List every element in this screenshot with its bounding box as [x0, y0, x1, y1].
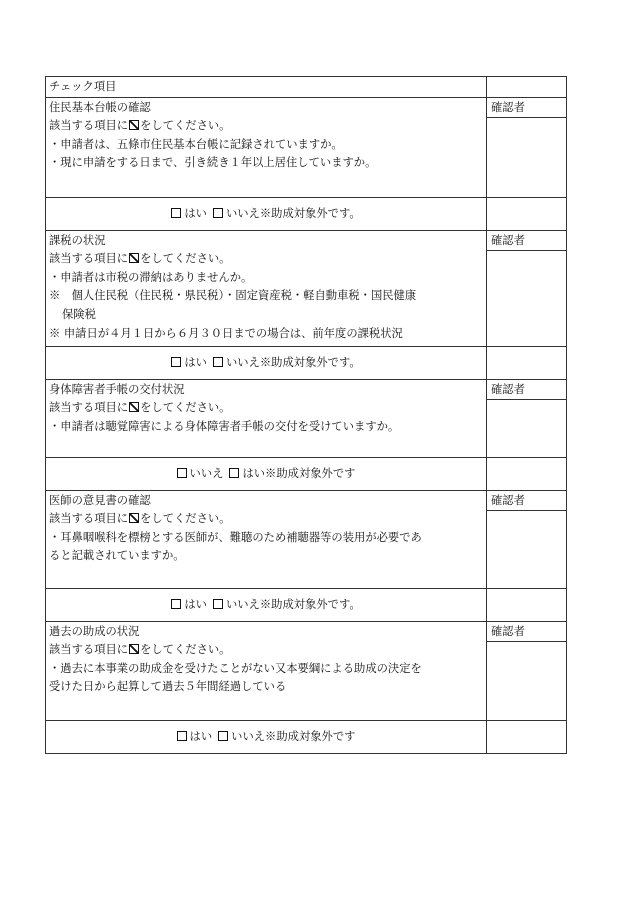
option-label: はい [189, 729, 213, 743]
instruction-post: をしてください。 [140, 252, 231, 266]
option-label: はい [184, 597, 207, 611]
section-instruction [49, 641, 483, 660]
checklist-table [45, 76, 567, 754]
confirm-cell [487, 230, 567, 346]
section-title: 医師の意見書の確認 [49, 493, 151, 507]
answer-options [46, 588, 487, 621]
section-title: 過去の助成の状況 [49, 624, 140, 638]
instruction-post: をしてください。 [140, 119, 231, 133]
section-line: ると記載されていますか。 [49, 549, 185, 563]
option-checkbox[interactable] [213, 599, 223, 609]
header-title: チェック項目 [46, 77, 487, 98]
option-checkbox[interactable] [171, 599, 181, 609]
instruction-post: をしてください。 [140, 512, 231, 526]
answer-confirm-cell [487, 588, 567, 621]
option-label: いいえ※助成対象外です。 [225, 355, 361, 369]
instruction-pre: 該当する項目に [49, 401, 129, 415]
confirm-label: 確認者 [487, 380, 566, 400]
answer-row [46, 588, 567, 621]
option-label: いいえ※助成対象外です。 [225, 597, 361, 611]
section-line: ・現に申請をする日まで、引き続き１年以上居住していますか。 [49, 156, 377, 170]
section-instruction [49, 399, 483, 418]
option-checkbox[interactable] [218, 731, 228, 741]
section-row [46, 490, 567, 588]
section-row [46, 230, 567, 346]
confirm-cell [487, 379, 567, 457]
confirm-cell [487, 490, 567, 588]
section-title: 身体障害者手帳の交付状況 [49, 382, 185, 396]
option-label: いいえ※助成対象外です [231, 729, 356, 743]
section-line: ・耳鼻咽喉科を標榜とする医師が、難聴のため補聴器等の装用が必要であ [49, 530, 422, 544]
answer-confirm-cell [487, 197, 567, 230]
confirm-label: 確認者 [487, 98, 566, 118]
option-label: はい [184, 355, 207, 369]
checked-box-icon [129, 644, 139, 654]
section-content [46, 379, 487, 457]
answer-row [46, 457, 567, 490]
section-line: ・申請者は、五條市住民基本台帳に記録されていますか。 [49, 137, 343, 151]
confirm-label: 確認者 [487, 231, 566, 251]
instruction-pre: 該当する項目に [49, 643, 129, 657]
answer-options [46, 457, 487, 490]
checklist-sheet [45, 76, 566, 754]
section-row [46, 97, 567, 197]
checked-box-icon [129, 253, 139, 263]
section-title: 課税の状況 [49, 233, 106, 247]
checked-box-icon [129, 120, 139, 130]
instruction-pre: 該当する項目に [49, 119, 129, 133]
confirm-cell [487, 97, 567, 197]
confirm-label: 確認者 [487, 622, 566, 642]
answer-row [46, 197, 567, 230]
instruction-pre: 該当する項目に [49, 252, 129, 266]
option-label: いいえ [189, 466, 224, 480]
option-checkbox[interactable] [213, 208, 223, 218]
answer-row [46, 720, 567, 753]
section-line: ※ 申請日が４月１日から６月３０日までの場合は、前年度の課税状況 [49, 326, 403, 340]
instruction-pre: 該当する項目に [49, 512, 129, 526]
section-content [46, 621, 487, 720]
option-label: はい※助成対象外です [242, 466, 356, 480]
option-label: いいえ※助成対象外です。 [225, 206, 361, 220]
option-label: はい [184, 206, 207, 220]
section-line: ※ 個人住民税（住民税・県民税）・固定資産税・軽自動車税・国民健康 [49, 289, 417, 303]
confirm-cell [487, 621, 567, 720]
option-checkbox[interactable] [213, 357, 223, 367]
section-line: 受けた日から起算して過去５年間経過している [49, 680, 287, 694]
section-row [46, 379, 567, 457]
answer-confirm-cell [487, 720, 567, 753]
section-content [46, 97, 487, 197]
confirm-label: 確認者 [487, 491, 566, 511]
instruction-post: をしてください。 [140, 401, 231, 415]
option-checkbox[interactable] [171, 357, 181, 367]
option-checkbox[interactable] [171, 208, 181, 218]
section-instruction [49, 117, 483, 136]
answer-options [46, 346, 487, 379]
instruction-post: をしてください。 [140, 643, 231, 657]
answer-options [46, 720, 487, 753]
section-content [46, 230, 487, 346]
section-line: ・過去に本事業の助成金を受けたことがない又本要綱による助成の決定を [49, 661, 422, 675]
header-row [46, 77, 567, 98]
checked-box-icon [129, 513, 139, 523]
option-checkbox[interactable] [177, 731, 187, 741]
section-line: ・申請者は聴覚障害による身体障害者手帳の交付を受けていますか。 [49, 419, 400, 433]
answer-options [46, 197, 487, 230]
section-title: 住民基本台帳の確認 [49, 100, 151, 114]
answer-row [46, 346, 567, 379]
section-content [46, 490, 487, 588]
checked-box-icon [129, 402, 139, 412]
section-line: 保険税 [62, 307, 96, 321]
section-instruction [49, 510, 483, 529]
section-line: ・申請者は市税の滞納はありませんか。 [49, 270, 253, 284]
option-checkbox[interactable] [229, 468, 239, 478]
section-row [46, 621, 567, 720]
option-checkbox[interactable] [177, 468, 187, 478]
section-instruction [49, 250, 483, 269]
answer-confirm-cell [487, 457, 567, 490]
answer-confirm-cell [487, 346, 567, 379]
header-confirm-cell [487, 77, 567, 98]
